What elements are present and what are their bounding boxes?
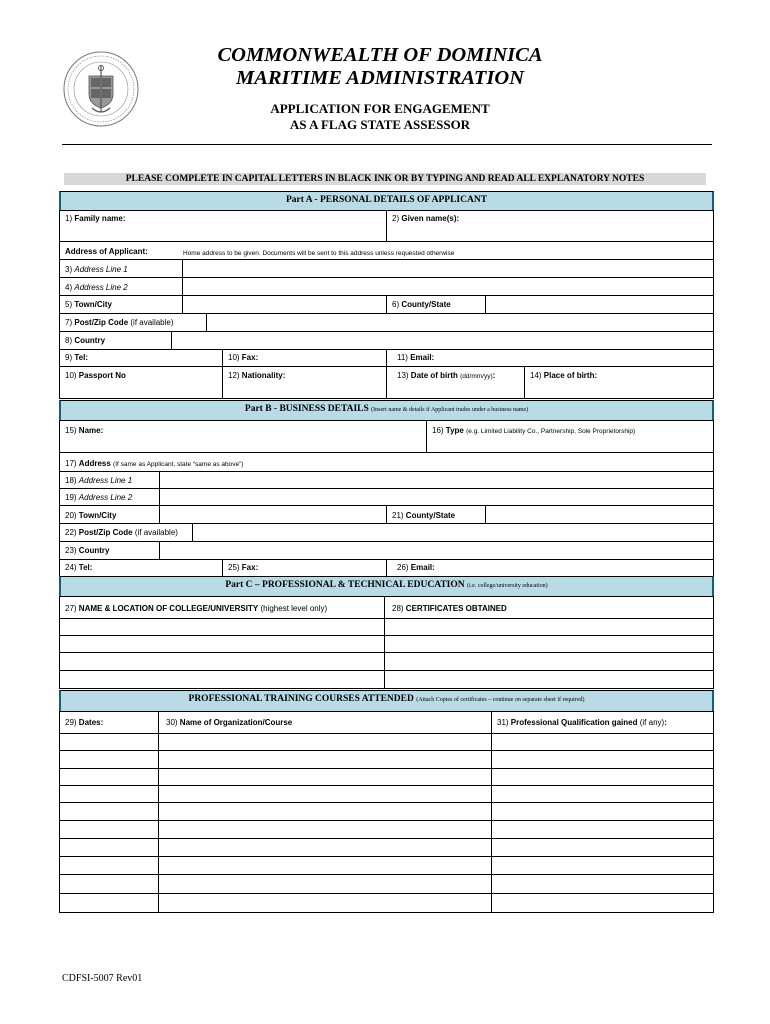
part-b-heading-text: Part B - BUSINESS DETAILS <box>244 404 369 414</box>
part-a-heading-text: Part A - PERSONAL DETAILS OF APPLICANT <box>285 195 488 205</box>
business-post-zip-input[interactable] <box>192 523 714 542</box>
business-address-line-2-label: 19) Address Line 2 <box>65 493 133 502</box>
address-of-applicant-label: Address of Applicant: <box>65 247 148 256</box>
email-field[interactable] <box>386 349 714 367</box>
business-email-field[interactable] <box>386 559 714 577</box>
nationality-label: 12) Nationality: <box>228 371 286 380</box>
part-a-heading <box>59 191 714 211</box>
part-b-heading-note: (Insert name & details if Applicant trades under a business name) <box>371 407 529 413</box>
header-divider <box>62 144 712 145</box>
subtitle <box>180 101 580 133</box>
business-country-label: 23) Country <box>65 546 110 555</box>
training-heading-text: PROFESSIONAL TRAINING COURSES ATTENDED <box>188 694 414 704</box>
county-state-label: 6) County/State <box>392 300 451 309</box>
place-of-birth-label: 14) Place of birth: <box>530 371 598 380</box>
dates-label: 29) Dates: <box>65 718 104 727</box>
part-b-heading <box>59 400 714 421</box>
part-c-heading-note: (i.e. college/university education) <box>467 583 548 589</box>
post-zip-label: 7) Post/Zip Code (if available) <box>65 318 174 327</box>
business-address-line-2-input[interactable] <box>159 488 714 506</box>
address-line-1-input[interactable] <box>182 259 714 278</box>
business-address-line-1-label: 18) Address Line 1 <box>65 476 133 485</box>
date-of-birth-label: 13) Date of birth (dd/mm/yy): <box>397 371 496 380</box>
address-line-2-label: 4) Address Line 2 <box>65 283 128 292</box>
address-line-1-label: 3) Address Line 1 <box>65 265 128 274</box>
given-names-label: 2) Given name(s): <box>392 214 460 223</box>
business-fax-label: 25) Fax: <box>228 563 259 572</box>
college-entry-row[interactable] <box>59 652 385 671</box>
part-c-heading <box>59 576 714 597</box>
business-town-input[interactable] <box>159 505 387 524</box>
title <box>180 44 580 90</box>
training-heading-note: (Attach Copies of certificates – continue on separate sheet if required) <box>416 697 585 703</box>
tel-label: 9) Tel: <box>65 353 88 362</box>
title-line-1: COMMONWEALTH OF DOMINICA <box>217 44 543 66</box>
address-of-applicant-note: Home address to be given. Documents will be sent to this address unless requested otherwise <box>183 250 455 257</box>
address-line-2-input[interactable] <box>182 277 714 296</box>
training-divider <box>158 733 159 913</box>
college-entry-row[interactable] <box>59 618 385 636</box>
business-county-label: 21) County/State <box>392 511 456 520</box>
business-town-label: 20) Town/City <box>65 511 117 520</box>
certificate-entry-row[interactable] <box>384 670 714 689</box>
part-c-heading-text: Part C – PROFESSIONAL & TECHNICAL EDUCATION <box>225 580 465 590</box>
college-entry-row[interactable] <box>59 635 385 653</box>
certificate-entry-row[interactable] <box>384 618 714 636</box>
business-tel-label: 24) Tel: <box>65 563 93 572</box>
qualification-label: 31) Professional Qualification gained (if any): <box>497 718 667 727</box>
subtitle-line-2: AS A FLAG STATE ASSESSOR <box>289 117 471 132</box>
business-country-input[interactable] <box>159 541 714 560</box>
certificate-entry-row[interactable] <box>384 652 714 671</box>
maritime-administration-seal <box>62 50 140 128</box>
family-name-label: 1) Family name: <box>65 214 126 223</box>
college-label: 27) NAME & LOCATION OF COLLEGE/UNIVERSITY (highest level only) <box>65 604 328 613</box>
subtitle-line-1: APPLICATION FOR ENGAGEMENT <box>270 101 490 116</box>
country-label: 8) Country <box>65 336 106 345</box>
instructions-banner: PLEASE COMPLETE IN CAPITAL LETTERS IN BLACK INK OR BY TYPING AND READ ALL EXPLANATORY NOTES <box>64 173 706 185</box>
form-code: CDFSI-5007 Rev01 <box>62 973 143 984</box>
business-name-field[interactable] <box>59 420 427 453</box>
business-email-label: 26) Email: <box>397 563 435 572</box>
passport-no-label: 10) Passport No <box>65 371 126 380</box>
training-heading <box>59 690 714 712</box>
fax-label: 10) Fax: <box>228 353 259 362</box>
business-name-label: 15) Name: <box>65 426 104 435</box>
post-zip-input[interactable] <box>206 313 714 332</box>
business-post-zip-label: 22) Post/Zip Code (if available) <box>65 528 178 537</box>
business-address-line-1-input[interactable] <box>159 471 714 489</box>
college-entry-row[interactable] <box>59 670 385 689</box>
business-type-label: 16) Type (e.g. Limited Liability Co., Partnership, Sole Proprietorship) <box>432 426 636 435</box>
country-input[interactable] <box>171 331 714 350</box>
county-state-input[interactable] <box>485 295 714 314</box>
business-address-label: 17) Address (If same as Applicant, state “same as above”) <box>65 459 244 468</box>
organization-label: 30) Name of Organization/Course <box>166 718 293 727</box>
certificates-label: 28) CERTIFICATES OBTAINED <box>392 604 507 613</box>
business-county-input[interactable] <box>485 505 714 524</box>
training-divider <box>491 733 492 913</box>
title-line-2: MARITIME ADMINISTRATION <box>235 67 525 89</box>
email-label: 11) Email: <box>397 353 435 362</box>
town-city-label: 5) Town/City <box>65 300 112 309</box>
town-city-input[interactable] <box>182 295 387 314</box>
certificate-entry-row[interactable] <box>384 635 714 653</box>
